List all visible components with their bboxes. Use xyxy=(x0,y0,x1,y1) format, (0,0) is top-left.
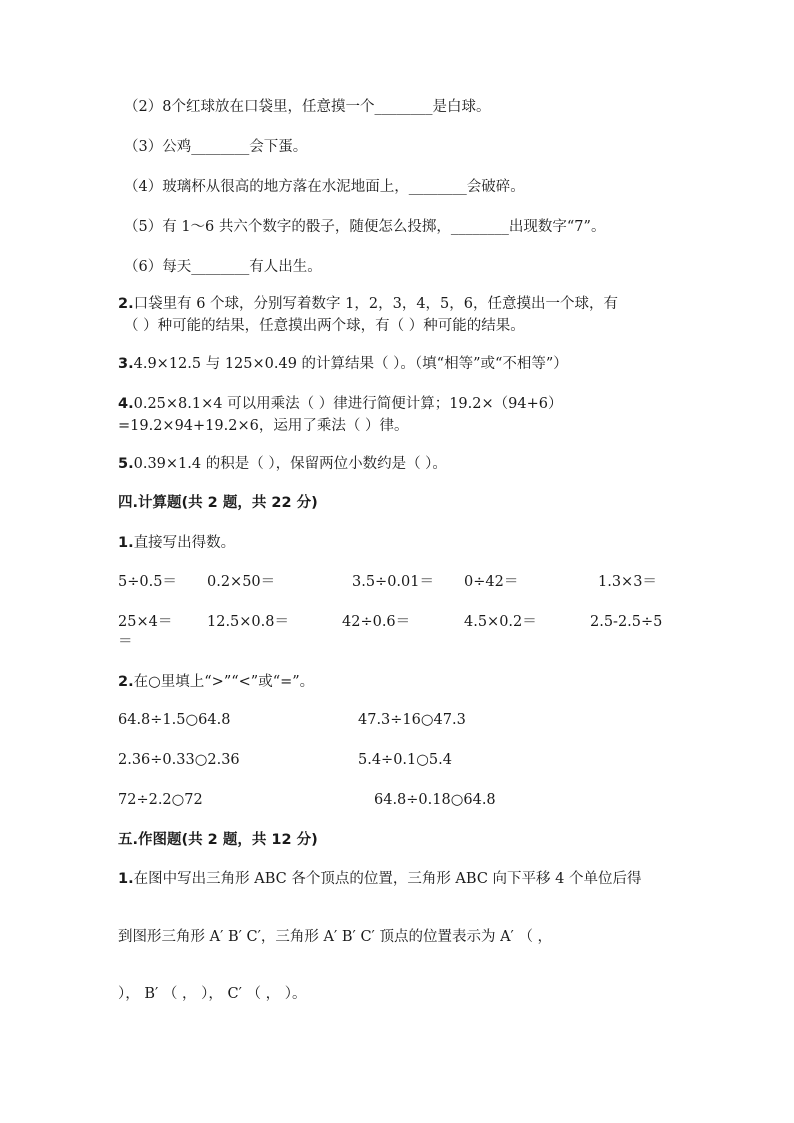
question-number: 5. xyxy=(118,456,134,472)
calc-cell: 2.5-2.5÷5 xyxy=(590,614,663,630)
problem-number: 1. xyxy=(118,871,134,887)
fill-item-6: （6）每天________有人出生。 xyxy=(124,259,322,275)
problem-text: 在○里填上“>”“<”或“=”。 xyxy=(133,674,315,690)
calc-cell-wrap: ＝ xyxy=(118,634,133,650)
compare-cell: 64.8÷1.5○64.8 xyxy=(118,712,231,728)
calc-cell: 42÷0.6＝ xyxy=(342,614,411,630)
section-4-problem-1 xyxy=(118,533,235,553)
calc-cell: 5÷0.5＝ xyxy=(118,574,177,590)
section-5-problem-1-line3: ）， B′ （ ， ）， C′ （ ， ）。 xyxy=(118,986,307,1002)
compare-cell: 64.8÷0.18○64.8 xyxy=(374,792,496,808)
question-4-line2: =19.2×94+19.2×6，运用了乘法（ ）律。 xyxy=(118,418,409,434)
question-3 xyxy=(118,354,568,374)
calc-cell: 12.5×0.8＝ xyxy=(207,614,289,630)
section-5-problem-1-line2: 到图形三角形 A′ B′ C′，三角形 A′ B′ C′ 顶点的位置表示为 A′ （ ， xyxy=(118,929,553,945)
problem-text: 在图中写出三角形 ABC 各个顶点的位置，三角形 ABC 向下平移 4 个单位后得 xyxy=(133,871,642,887)
problem-text: 直接写出得数。 xyxy=(133,535,236,551)
question-4 xyxy=(118,394,562,414)
question-5 xyxy=(118,454,447,474)
compare-cell: 2.36÷0.33○2.36 xyxy=(118,752,240,768)
fill-item-5: （5）有 1～6 共六个数字的骰子，随便怎么投掷，________出现数字“7”。 xyxy=(124,219,606,235)
calc-cell: 0÷42＝ xyxy=(464,574,519,590)
calc-cell: 1.3×3＝ xyxy=(598,574,657,590)
fill-item-4: （4）玻璃杯从很高的地方落在水泥地面上，________会破碎。 xyxy=(124,179,525,195)
question-number: 3. xyxy=(118,356,134,372)
question-text: 0.39×1.4 的积是（ ），保留两位小数约是（ ）。 xyxy=(133,456,447,472)
question-2 xyxy=(118,294,618,314)
compare-cell: 47.3÷16○47.3 xyxy=(358,712,466,728)
section-5-problem-1 xyxy=(118,869,641,889)
question-2-line2: （ ）种可能的结果，任意摸出两个球，有（ ）种可能的结果。 xyxy=(124,318,525,334)
problem-number: 1. xyxy=(118,535,134,551)
section-4-title: 四.计算题(共 2 题，共 22 分) xyxy=(118,495,318,511)
question-text: 0.25×8.1×4 可以用乘法（ ）律进行简便计算；19.2×（94+6） xyxy=(133,396,563,412)
section-5-title: 五.作图题(共 2 题，共 12 分) xyxy=(118,832,318,848)
compare-cell: 5.4÷0.1○5.4 xyxy=(358,752,452,768)
compare-cell: 72÷2.2○72 xyxy=(118,792,203,808)
calc-cell: 25×4＝ xyxy=(118,614,173,630)
question-number: 2. xyxy=(118,296,134,312)
question-text: 4.9×12.5 与 125×0.49 的计算结果（ ）。（填“相等”或“不相等”） xyxy=(133,356,568,372)
fill-item-3: （3）公鸡________会下蛋。 xyxy=(124,139,308,155)
calc-cell: 0.2×50＝ xyxy=(207,574,276,590)
question-text: 口袋里有 6 个球，分别写着数字 1，2，3，4，5，6，任意摸出一个球，有 xyxy=(133,296,619,312)
calc-cell: 4.5×0.2＝ xyxy=(464,614,537,630)
calc-cell: 3.5÷0.01＝ xyxy=(352,574,434,590)
question-number: 4. xyxy=(118,396,134,412)
problem-number: 2. xyxy=(118,674,134,690)
section-4-problem-2 xyxy=(118,672,314,692)
fill-item-2: （2）8个红球放在口袋里，任意摸一个________是白球。 xyxy=(124,99,491,115)
